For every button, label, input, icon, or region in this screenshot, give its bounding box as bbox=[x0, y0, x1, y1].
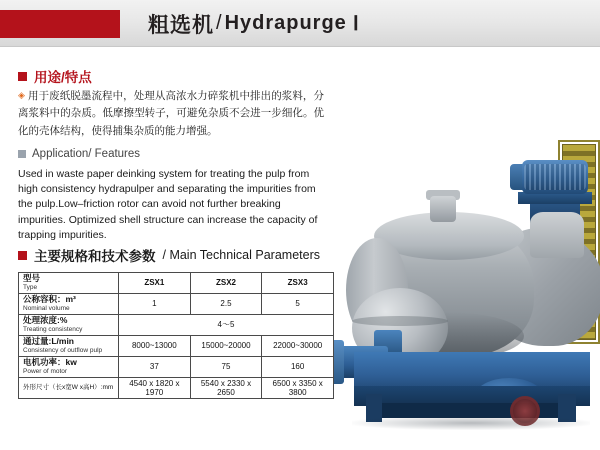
cell-dimensions-3: 6500 x 3350 x 3800 bbox=[262, 378, 334, 399]
application-heading-en-block bbox=[18, 148, 140, 160]
cell-consistency-all: 4～5 bbox=[119, 315, 334, 336]
application-heading-en: Application/ Features bbox=[32, 148, 141, 160]
cell-model-3: ZSX3 bbox=[262, 273, 334, 294]
row-label-en: Treating consistency bbox=[23, 326, 83, 334]
page-title bbox=[120, 0, 560, 47]
row-label-cn: 处理浓度:% bbox=[23, 315, 68, 326]
row-label-cn: 公称容积：m³ bbox=[23, 294, 76, 305]
table-row bbox=[19, 294, 334, 315]
row-label-en: Nominal volume bbox=[23, 305, 70, 313]
table-row bbox=[19, 378, 334, 399]
usage-text-cn-block bbox=[18, 88, 324, 140]
usage-heading-cn: 用途/特点 bbox=[34, 70, 92, 85]
motor-cooling-fins bbox=[524, 164, 586, 190]
header-accent-bar bbox=[0, 10, 120, 38]
row-label-type bbox=[19, 273, 119, 294]
cell-dimensions-1: 4540 x 1820 x 1970 bbox=[119, 378, 191, 399]
cell-volume-1: 1 bbox=[119, 294, 191, 315]
row-label-volume bbox=[19, 294, 119, 315]
page-header bbox=[0, 0, 600, 47]
row-label-en: Type bbox=[23, 284, 38, 292]
cell-throughput-2: 15000~20000 bbox=[190, 336, 262, 357]
row-label-cn: 外形尺寸（长x宽W x高H）:mm bbox=[23, 384, 114, 392]
cell-volume-3: 5 bbox=[262, 294, 334, 315]
page-title-cn: 粗选机 bbox=[148, 13, 214, 37]
page-title-suffix: Ⅰ bbox=[352, 13, 360, 35]
specs-table-wrapper bbox=[18, 272, 334, 399]
table-row bbox=[19, 315, 334, 336]
application-text-en: Used in waste paper deinking system for treating the pulp from high consistency hydrapulper and separating the impurities from the pulp.Low–friction rotor can avoid not further breaking impurities. Optimized shell structure can increase the capacity of trapping impurities. bbox=[18, 168, 318, 241]
params-heading-cn: 主要规格和技术参数 bbox=[34, 249, 156, 264]
row-label-cn: 通过量:L/min bbox=[23, 336, 74, 347]
row-label-cn: 型号 bbox=[23, 273, 41, 284]
page-title-en: Hydrapurge bbox=[224, 12, 347, 34]
specs-table bbox=[18, 272, 334, 399]
cell-volume-2: 2.5 bbox=[190, 294, 262, 315]
red-square-icon bbox=[18, 72, 27, 81]
front-chamber-band bbox=[352, 316, 448, 326]
row-label-dimensions bbox=[19, 378, 119, 399]
cell-dimensions-2: 5540 x 2330 x 2650 bbox=[190, 378, 262, 399]
cell-throughput-3: 22000~30000 bbox=[262, 336, 334, 357]
cell-power-1: 37 bbox=[119, 357, 191, 378]
red-square-icon-2 bbox=[18, 251, 27, 260]
table-row bbox=[19, 336, 334, 357]
volute-neck bbox=[530, 212, 584, 258]
cell-power-3: 160 bbox=[262, 357, 334, 378]
table-row bbox=[19, 273, 334, 294]
cell-model-2: ZSX2 bbox=[190, 273, 262, 294]
params-heading-en: / Main Technical Parameters bbox=[162, 248, 320, 262]
floor-shadow bbox=[352, 416, 590, 430]
row-label-consistency bbox=[19, 315, 119, 336]
table-row bbox=[19, 357, 334, 378]
usage-section-heading bbox=[18, 66, 92, 86]
cell-power-2: 75 bbox=[190, 357, 262, 378]
diamond-bullet-icon: ◈ bbox=[18, 90, 25, 100]
cell-model-1: ZSX1 bbox=[119, 273, 191, 294]
row-label-en: Consistency of outflow pulp bbox=[23, 347, 103, 355]
grey-square-icon bbox=[18, 150, 26, 158]
top-nozzle bbox=[430, 196, 456, 222]
row-label-cn: 电机功率：kw bbox=[23, 357, 77, 368]
row-label-power bbox=[19, 357, 119, 378]
page-title-separator: / bbox=[216, 12, 223, 34]
row-label-throughput bbox=[19, 336, 119, 357]
usage-text-cn: 用于废纸脱墨流程中，处理从高浓水力碎浆机中排出的浆料，分离浆料中的杂质。低摩擦型转子，可避免杂质不会进一步细化。优化的壳体结构，使得捕集杂质的能力增强。 bbox=[18, 90, 324, 137]
row-label-en: Power of motor bbox=[23, 368, 68, 376]
params-section-heading bbox=[18, 245, 320, 265]
product-photo bbox=[334, 120, 600, 450]
cell-throughput-1: 8000~13000 bbox=[119, 336, 191, 357]
pipe-flange bbox=[334, 340, 344, 384]
